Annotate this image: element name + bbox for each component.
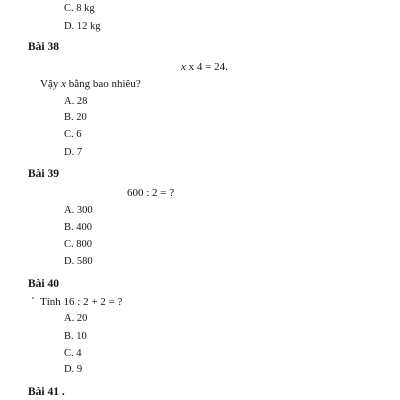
problem-38-option-c: C. 6 [64, 129, 82, 140]
problem-39-option-d: D. 580 [64, 256, 93, 267]
problem-41-title: Bài 41 . [28, 386, 65, 398]
problem-39-option-b: B. 400 [64, 222, 93, 233]
problem-39-title: Bài 39 [28, 168, 59, 180]
problem-38-option-a: A. 28 [64, 96, 88, 107]
problem-39-expression: 600 : 2 = ? [127, 187, 175, 199]
equation-variable: x [181, 61, 186, 73]
problem-40-option-d: D. 9 [64, 364, 83, 375]
problem-38-title: Bài 38 [28, 41, 59, 53]
question-suffix: bằng bao nhiêu? [65, 78, 141, 90]
problem-38-equation [181, 61, 228, 73]
problem-39-option-a: A. 300 [64, 205, 93, 216]
option-d-previous: D. 12 kg [64, 21, 101, 32]
problem-38-option-d: D. 7 [64, 147, 83, 158]
problem-40-option-a: A. 20 [64, 313, 88, 324]
question-prefix: Vậy [40, 78, 62, 90]
equation-rest: x 4 = 24. [185, 61, 228, 73]
problem-40-question: Tính 16 : 2 + 2 = ? [40, 296, 123, 308]
problem-38-question [40, 78, 141, 90]
problem-38-option-b: B. 20 [64, 112, 87, 123]
problem-39-option-c: C. 800 [64, 239, 93, 250]
stray-dot-mark [32, 297, 34, 299]
problem-40-option-c: C. 4 [64, 348, 82, 359]
problem-40-title: Bài 40 [28, 278, 59, 290]
problem-40-option-b: B. 10 [64, 331, 87, 342]
option-c-previous: C. 8 kg [64, 3, 95, 14]
question-variable: x [61, 78, 66, 90]
